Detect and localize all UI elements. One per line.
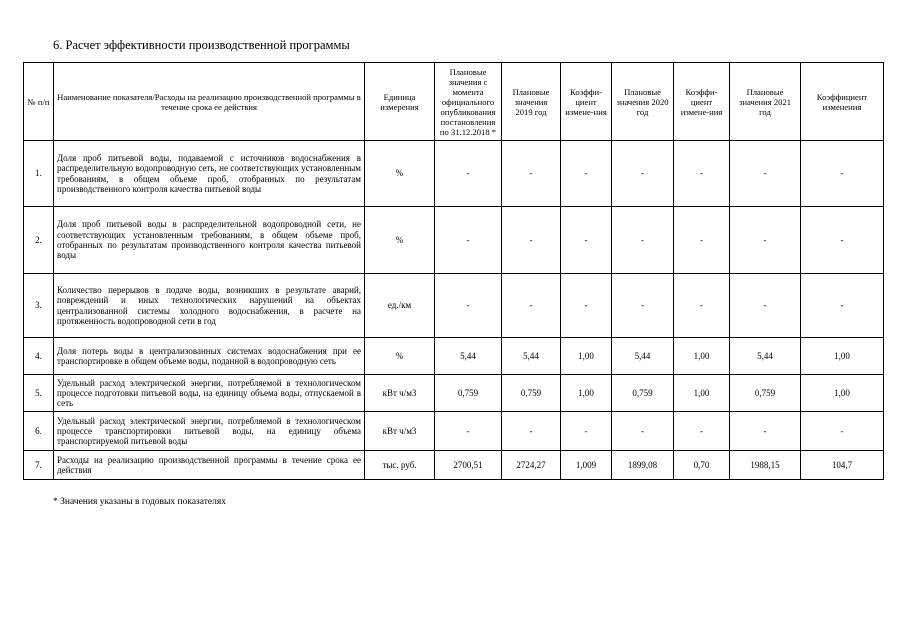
value-cell: - bbox=[502, 207, 561, 274]
table-row bbox=[24, 451, 884, 480]
value-cell: 1,00 bbox=[561, 338, 612, 375]
value-cell: 1988,15 bbox=[730, 451, 801, 480]
value-cell: - bbox=[561, 141, 612, 207]
table-row bbox=[24, 141, 884, 207]
unit-cell: кВт ч/м3 bbox=[365, 412, 435, 451]
table-row bbox=[24, 375, 884, 412]
value-cell: - bbox=[502, 274, 561, 338]
unit-cell: % bbox=[365, 207, 435, 274]
row-number: 7. bbox=[24, 451, 54, 480]
value-cell: 1,00 bbox=[561, 375, 612, 412]
header-cell: Коэффициент изменения bbox=[801, 63, 884, 141]
value-cell: - bbox=[674, 141, 730, 207]
value-cell: 5,44 bbox=[730, 338, 801, 375]
header-cell: Коэффи-циент измене-ния bbox=[674, 63, 730, 141]
row-number: 6. bbox=[24, 412, 54, 451]
value-cell: 1,00 bbox=[674, 338, 730, 375]
row-number: 2. bbox=[24, 207, 54, 274]
header-cell: Плановые значения с момента официального опубликования постановления по 31.12.2018 * bbox=[435, 63, 502, 141]
value-cell: - bbox=[674, 412, 730, 451]
table-header-row bbox=[24, 63, 884, 141]
value-cell: - bbox=[730, 141, 801, 207]
row-number: 4. bbox=[24, 338, 54, 375]
value-cell: 5,44 bbox=[435, 338, 502, 375]
row-number: 1. bbox=[24, 141, 54, 207]
indicator-name: Удельный расход электрической энергии, потребляемой в технологическом процессе транспортировки питьевой воды, на единицу объема транспортируемой питьевой воды bbox=[54, 412, 365, 451]
table-row bbox=[24, 207, 884, 274]
value-cell: - bbox=[561, 274, 612, 338]
row-number: 5. bbox=[24, 375, 54, 412]
value-cell: - bbox=[502, 412, 561, 451]
row-number: 3. bbox=[24, 274, 54, 338]
value-cell: 2724,27 bbox=[502, 451, 561, 480]
indicator-name: Доля проб питьевой воды, подаваемой с источников водоснабжения в распределительную водопроводную сеть, не соответствующих установленным требованиям, в общем объеме проб, отобранных по результатам производственного контроля качества питьевой воды bbox=[54, 141, 365, 207]
value-cell: - bbox=[561, 207, 612, 274]
value-cell: - bbox=[435, 207, 502, 274]
value-cell: - bbox=[801, 207, 884, 274]
efficiency-table bbox=[23, 62, 884, 480]
unit-cell: тыс. руб. bbox=[365, 451, 435, 480]
value-cell: 1,009 bbox=[561, 451, 612, 480]
value-cell: - bbox=[674, 274, 730, 338]
value-cell: 0,759 bbox=[502, 375, 561, 412]
value-cell: - bbox=[730, 207, 801, 274]
indicator-name: Доля потерь воды в централизованных системах водоснабжения при ее транспортировке в общем объеме воды, поданной в водопроводную сеть bbox=[54, 338, 365, 375]
value-cell: - bbox=[561, 412, 612, 451]
value-cell: 1899,08 bbox=[612, 451, 674, 480]
indicator-name: Удельный расход электрической энергии, потребляемой в технологическом процессе подготовки питьевой воды, на единицу объема воды, отпускаемой в сеть bbox=[54, 375, 365, 412]
header-cell: Плановые значения 2020 год bbox=[612, 63, 674, 141]
value-cell: 0,759 bbox=[612, 375, 674, 412]
table-row bbox=[24, 412, 884, 451]
value-cell: 0,759 bbox=[435, 375, 502, 412]
value-cell: 5,44 bbox=[502, 338, 561, 375]
indicator-name: Расходы на реализацию производственной программы в течение срока ее действия bbox=[54, 451, 365, 480]
value-cell: - bbox=[612, 412, 674, 451]
value-cell: - bbox=[801, 274, 884, 338]
value-cell: 2700,51 bbox=[435, 451, 502, 480]
indicator-name: Количество перерывов в подаче воды, возникших в результате аварий, повреждений и иных технологических нарушений на объектах централизованной системы холодного водоснабжения, в расчете на протяженность водопроводной сети в год bbox=[54, 274, 365, 338]
header-cell: Единица измерения bbox=[365, 63, 435, 141]
value-cell: - bbox=[801, 141, 884, 207]
value-cell: - bbox=[612, 141, 674, 207]
value-cell: - bbox=[435, 412, 502, 451]
header-cell: Наименование показателя/Расходы на реализацию производственной программы в течение срока ее действия bbox=[54, 63, 365, 141]
value-cell: - bbox=[730, 274, 801, 338]
value-cell: 1,00 bbox=[674, 375, 730, 412]
unit-cell: ед./км bbox=[365, 274, 435, 338]
value-cell: - bbox=[435, 274, 502, 338]
header-cell: Плановые значения 2019 год bbox=[502, 63, 561, 141]
value-cell: 5,44 bbox=[612, 338, 674, 375]
indicator-name: Доля проб питьевой воды в распределительной водопроводной сети, не соответствующих установленным требованиям, в общем объеме проб, отобранных по результатам производственного контроля качества питьевой воды bbox=[54, 207, 365, 274]
value-cell: 1,00 bbox=[801, 375, 884, 412]
value-cell: 104,7 bbox=[801, 451, 884, 480]
header-cell: № п/п bbox=[24, 63, 54, 141]
page-title: 6. Расчет эффективности производственной программы bbox=[53, 38, 350, 52]
value-cell: - bbox=[612, 207, 674, 274]
value-cell: - bbox=[435, 141, 502, 207]
unit-cell: кВт ч/м3 bbox=[365, 375, 435, 412]
header-cell: Коэффи-циент измене-ния bbox=[561, 63, 612, 141]
value-cell: - bbox=[674, 207, 730, 274]
value-cell: - bbox=[801, 412, 884, 451]
value-cell: 1,00 bbox=[801, 338, 884, 375]
table-row bbox=[24, 274, 884, 338]
value-cell: - bbox=[612, 274, 674, 338]
unit-cell: % bbox=[365, 338, 435, 375]
header-cell: Плановые значения 2021 год bbox=[730, 63, 801, 141]
value-cell: 0,70 bbox=[674, 451, 730, 480]
unit-cell: % bbox=[365, 141, 435, 207]
footnote: * Значения указаны в годовых показателях bbox=[53, 497, 227, 507]
value-cell: - bbox=[502, 141, 561, 207]
table-row bbox=[24, 338, 884, 375]
value-cell: - bbox=[730, 412, 801, 451]
value-cell: 0,759 bbox=[730, 375, 801, 412]
